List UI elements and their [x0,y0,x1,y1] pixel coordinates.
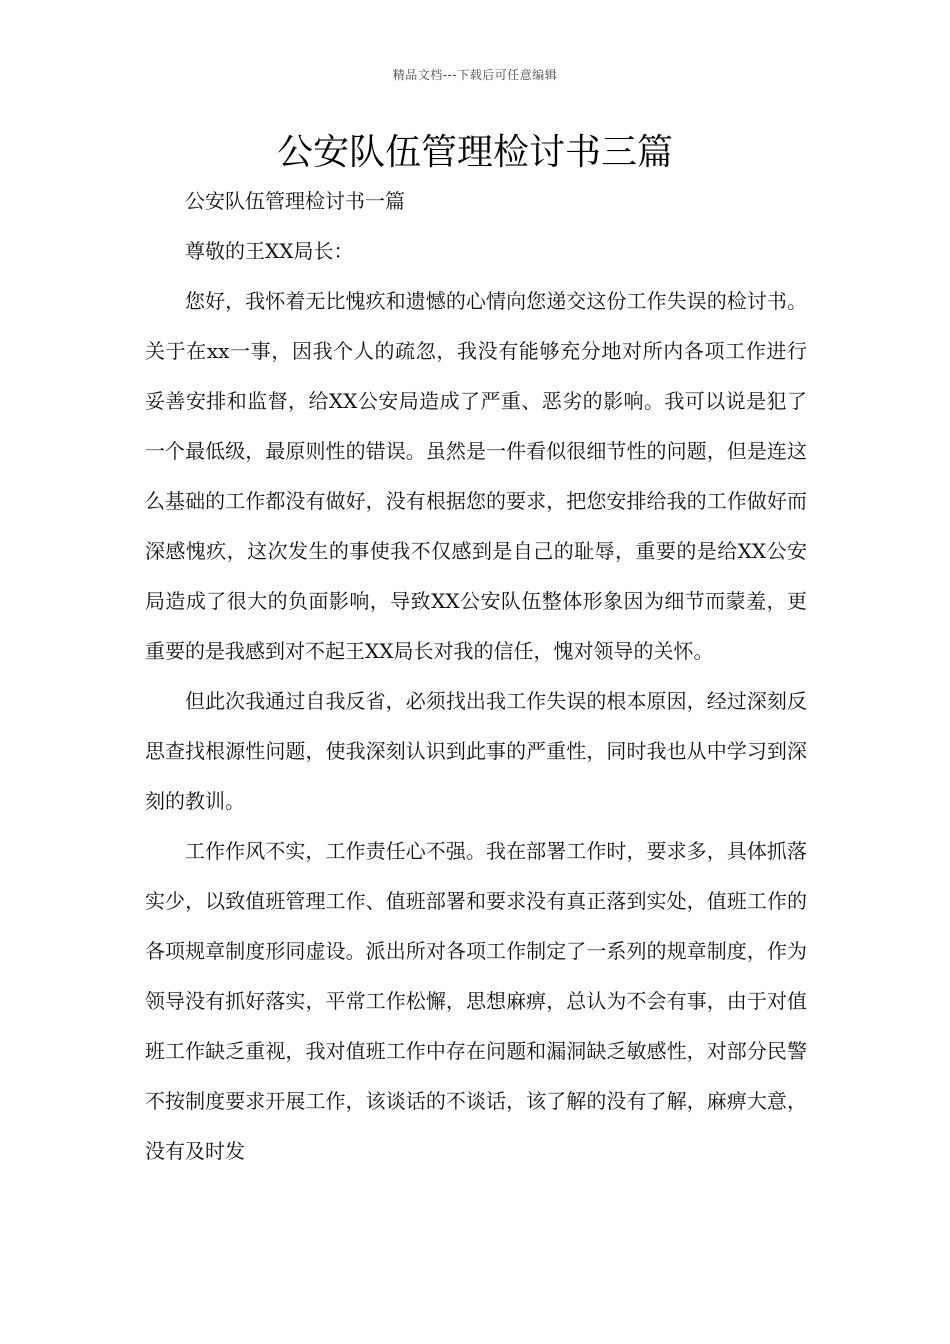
body-paragraph: 工作作风不实，工作责任心不强。我在部署工作时，要求多，具体抓落实少，以致值班管理工作、值班部署和要求没有真正落到实处，值班工作的各项规章制度形同虚设。派出所对各项工作制定了一系列的规章制度，作为领导没有抓好落实，平常工作松懈，思想麻痹，总认为不会有事，由于对值班工作缺乏重视，我对值班工作中存在问题和漏洞缺乏敏感性，对部分民警不按制度要求开展工作，该谈话的不谈话，该了解的没有了解，麻痹大意，没有及时发 [145,839,807,1163]
document-title: 公安队伍管理检讨书三篇 [276,132,673,173]
body-paragraph: 但此次我通过自我反省，必须找出我工作失误的根本原因，经过深刻反思查找根源性问题，使我深刻认识到此事的严重性，同时我也从中学习到深刻的教训。 [145,689,807,813]
header-note: 精品文档---下载后可任意编辑 [392,68,558,82]
salutation: 尊敬的王XX局长： [185,239,354,263]
section-heading: 公安队伍管理检讨书一篇 [185,189,405,213]
body-paragraph: 您好，我怀着无比愧疚和遗憾的心情向您递交这份工作失误的检讨书。关于在xx一事，因我个人的疏忽，我没有能够充分地对所内各项工作进行妥善安排和监督，给XX公安局造成了严重、恶劣的影响。我可以说是犯了一个最低级，最原则性的错误。虽然是一件看似很细节性的问题，但是连这么基础的工作都没有做好，没有根据您的要求，把您安排给我的工作做好而深感愧疚，这次发生的事使我不仅感到是自己的耻辱，重要的是给XX公安局造成了很大的负面影响，导致XX公安队伍整体形象因为细节而蒙羞，更重要的是我感到对不起王XX局长对我的信任，愧对领导的关怀。 [145,289,807,663]
document-body [145,176,807,1176]
